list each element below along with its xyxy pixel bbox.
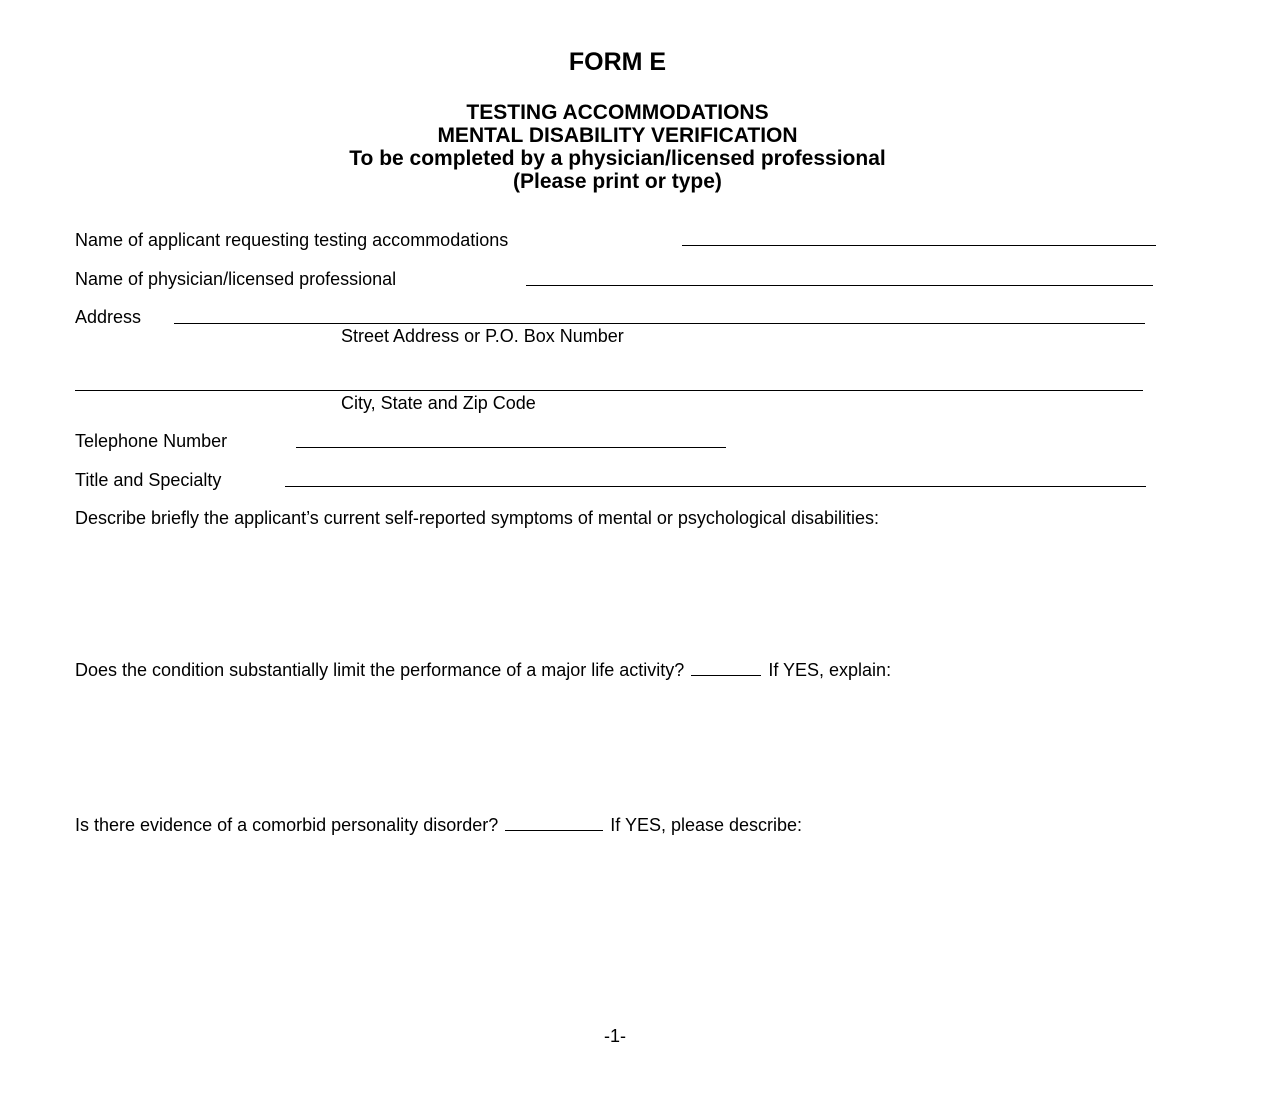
- applicant-name-field[interactable]: [682, 245, 1156, 246]
- page-number: -1-: [604, 1026, 626, 1046]
- telephone-field[interactable]: [296, 447, 726, 448]
- major-life-activity-question-text: Does the condition substantially limit the performance of a major life activity?: [75, 660, 685, 680]
- major-life-activity-explain-area[interactable]: [75, 705, 1165, 805]
- symptoms-answer-area[interactable]: [75, 550, 1165, 650]
- comorbid-disorder-question-text: Is there evidence of a comorbid personality disorder?: [75, 815, 499, 835]
- form-heading-line-4: (Please print or type): [513, 170, 722, 193]
- city-state-zip-field[interactable]: [75, 390, 1143, 391]
- title-specialty-label: Title and Specialty: [75, 470, 222, 490]
- city-state-zip-caption: City, State and Zip Code: [341, 393, 536, 413]
- address-label: Address: [75, 307, 142, 327]
- form-heading-line-1: TESTING ACCOMMODATIONS: [466, 101, 769, 124]
- physician-name-label: Name of physician/licensed professional: [75, 269, 397, 289]
- telephone-label: Telephone Number: [75, 431, 228, 451]
- title-specialty-field[interactable]: [285, 486, 1146, 487]
- comorbid-disorder-describe-area[interactable]: [75, 845, 1165, 1005]
- street-address-field[interactable]: [174, 323, 1145, 324]
- street-address-caption: Street Address or P.O. Box Number: [341, 326, 624, 346]
- form-title: FORM E: [568, 48, 667, 76]
- major-life-activity-followup-text: If YES, explain:: [768, 660, 892, 680]
- comorbid-disorder-question: [75, 816, 1165, 835]
- symptoms-question: Describe briefly the applicant’s current self-reported symptoms of mental or psychological disabilities:: [75, 508, 880, 528]
- comorbid-disorder-followup-text: If YES, please describe:: [610, 815, 803, 835]
- form-heading-line-2: MENTAL DISABILITY VERIFICATION: [437, 124, 798, 147]
- form-heading-line-3: To be completed by a physician/licensed professional: [349, 147, 886, 170]
- physician-name-field[interactable]: [526, 285, 1153, 286]
- comorbid-disorder-answer-field[interactable]: [505, 816, 603, 831]
- applicant-name-label: Name of applicant requesting testing accommodations: [75, 230, 509, 250]
- major-life-activity-question: [75, 661, 1165, 680]
- major-life-activity-answer-field[interactable]: [691, 661, 761, 676]
